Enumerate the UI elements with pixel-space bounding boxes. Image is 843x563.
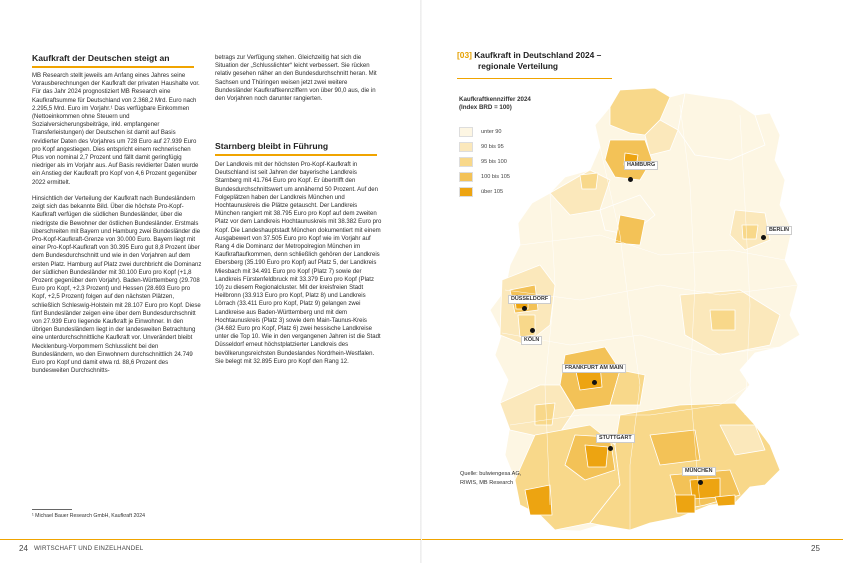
figure-rule xyxy=(457,78,612,79)
legend-label: 100 bis 105 xyxy=(481,174,510,180)
figure-title-line1: Kaufkraft in Deutschland 2024 – xyxy=(474,50,602,60)
figure-title xyxy=(457,50,601,72)
city-label-duesseldorf: DÜSSELDORF xyxy=(508,295,551,304)
legend-swatch xyxy=(459,187,473,197)
city-label-muenchen: MÜNCHEN xyxy=(682,467,716,476)
footer-rule-right xyxy=(422,539,843,540)
figure-title-line2: regionale Verteilung xyxy=(478,61,559,71)
koeln-marker-icon xyxy=(530,328,535,333)
muenchen-marker-icon xyxy=(698,480,703,485)
source-line2: RIWIS, MB Research xyxy=(460,479,514,486)
section-heading: Kaufkraft der Deutschen steigt an xyxy=(32,53,170,63)
text-column-1 xyxy=(32,72,202,384)
heading-rule xyxy=(32,66,194,68)
frankfurt-marker-icon xyxy=(592,380,597,385)
germany-map xyxy=(480,85,815,545)
section-heading-2: Starnberg bleibt in Führung xyxy=(215,141,329,151)
page-number-left: 24 xyxy=(19,544,28,553)
city-label-frankfurt: FRANKFURT AM MAIN xyxy=(562,364,626,373)
city-label-berlin: BERLIN xyxy=(766,226,792,235)
book-gutter xyxy=(420,0,422,563)
text-column-2-body xyxy=(215,161,383,374)
figure-number: [03] xyxy=(457,50,472,60)
running-title: WIRTSCHAFT UND EINZELHANDEL xyxy=(34,545,144,552)
legend-swatch xyxy=(459,172,473,182)
legend-title-line2: (Index BRD = 100) xyxy=(459,104,512,111)
figure-source xyxy=(460,470,521,487)
legend-item xyxy=(459,142,539,154)
footnote-rule xyxy=(32,509,72,510)
footnote: ¹ Michael Bauer Research GmbH, Kaufkraft 2024 xyxy=(32,513,146,519)
legend-title-line1: Kaufkraftkennziffer 2024 xyxy=(459,96,531,103)
legend-item xyxy=(459,157,539,169)
footer-rule-left xyxy=(0,539,421,540)
heading-rule-2 xyxy=(215,154,377,156)
legend-label: 90 bis 95 xyxy=(481,144,504,150)
legend-item xyxy=(459,172,539,184)
paragraph: Hinsichtlich der Verteilung der Kaufkraft nach Bundesländern zeigt sich das bekannte Bild. Über die höchste Pro-Kopf-Kaufkraft verfügen die südlichen Bundesländer, über die niedrigste die Bewohner der östlichen Bundesländer. Erstmals überschreiten mit Bayern und Hamburg zwei Bundesländer die Pro-Kopf-Kaufkraft-Grenze von 30.000 Euro. Bayern liegt mit einer Pro-Kopf-Kaufkraft von 30.395 Euro gut 8,8 Prozent über dem Bundesdurchschnitt und wie in den Vorjahren auf dem ersten Platz. Hamburg auf Platz zwei durchbricht die Dominanz der südlichen Bundesländer mit 30.100 Euro pro Kopf (+1,8 Prozent gegenüber dem Vorjahr). Baden-Württemberg (29.708 Euro pro Kopf, +2,3 Prozent) und Hessen (28.693 Euro pro Kopf, +2,5 Prozent) folgen auf den nächsten Plätzen, schließlich Schleswig-Holstein mit 28.107 Euro pro Kopf. Diese fünf Bundesländer zeigen eine über dem Bundesdurchschnitt von 27.939 Euro liegende Kaufkraft je Einwohner. In den übrigen Bundesländern liegt in der landesweiten Betrachtung eine unterdurchschnittliche Kaufkraft vor. Unverändert bleibt Mecklenburg-Vorpommern Schlusslicht bei den Bundesländern, wo den Einwohnern durchschnittlich 24.749 Euro pro Kopf und damit etwa rd. 88,6 Prozent des bundesweiten Durchschnitts- xyxy=(32,196,202,375)
paragraph: Der Landkreis mit der höchsten Pro-Kopf-Kaufkraft in Deutschland ist seit Jahren der bayerische Landkreis Starnberg mit 41.764 Euro pro Kopf. Er übertrifft den Bundesdurchschnittswert um annähernd 50 Prozent. Auf den Folgeplätzen haben der Landkreis München und Hochtaunuskreis die Plätze getauscht. Der Landkreis München rangiert mit 38.795 Euro pro Kopf auf dem zweiten Platz vor dem Landkreis Hochtaunuskreis mit 38.382 Euro pro Kopf. Die Landeshauptstadt München dokumentiert mit einem Ausgabewert von 37.505 Euro pro Kopf wie im Vorjahr auf Rang 4 die Dominanz der Metropolregion München im Kaufkraftaufkommen, denn schließlich gehören der Landkreis Ebersberg (35.190 Euro pro Kopf) auf Platz 5, der Landkreis Miesbach mit 34.491 Euro pro Kopf (Platz 7) sowie der Landkreis Fürstenfeldbruck mit 33.379 Euro pro Kopf (Platz 10) zu diesem Regionalcluster. Mit der kreisfreien Stadt Heilbronn (33.913 Euro pro Kopf, Platz 8) und Landkreis Lörrach (33.411 Euro pro Kopf, Platz 9) gelangen zwei Landkreise aus Baden-Württemberg und mit dem Hochtaunuskreis (Platz 3) sowie dem Main-Taunus-Kreis (34.682 Euro pro Kopf, Platz 6) zwei hessische Landkreise unter die Top 10. Wie in den vergangenen Jahren ist die Stadt Düsseldorf erneut höchstplatzierter Landkreis des bevölkerungsreichsten Bundeslandes Nordrhein-Westfalen. Sie belegt mit 32.895 Euro pro Kopf den Rang 12. xyxy=(215,162,382,365)
source-line1: Quelle: bulwiengesa AG, xyxy=(460,471,522,477)
city-label-hamburg: HAMBURG xyxy=(624,161,658,170)
paragraph: MB Research stellt jeweils am Anfang eines Jahres seine Vorausberechnungen der Kaufkraft der privaten Haushalte vor. Für das Jahr 2024 prognostiziert MB Research eine Kaufkraftsumme für Deutschland von 2.368,2 Mrd. Euro nach 2.295,5 Mrd. Euro im Vorjahr.¹ Das verfügbare Einkommen (Nettoeinkommen ohne Steuern und Sozialversicherungsbeiträge, inkl. empfangener Transferleistungen) der Deutschen ist damit auf Basis revidierter Daten des Vorjahres um 728 Euro auf 27.939 Euro pro Kopf angestiegen. Dies entspricht einem rechnerischen Plus von nominal 2,7 Prozent und fällt damit geringfügig niedriger als im Vorjahr aus. Auf Basis revidierter Daten wurde ein Anstieg der Kaufkraft pro Kopf von 4,6 Prozent gegenüber 2022 ermittelt. xyxy=(32,73,200,186)
legend-item xyxy=(459,127,539,139)
legend-label: unter 90 xyxy=(481,129,502,135)
legend-label: 95 bis 100 xyxy=(481,159,507,165)
city-label-stuttgart: STUTTGART xyxy=(596,434,635,443)
berlin-marker-icon xyxy=(761,235,766,240)
legend-label: über 105 xyxy=(481,189,504,195)
city-label-koeln: KÖLN xyxy=(521,336,542,345)
hamburg-marker-icon xyxy=(628,177,633,182)
paragraph: betrags zur Verfügung stehen. Gleichzeitig hat sich die Situation der „Schlusslichter“ leicht verbessert. Sie rücken relativ gesehen näher an den Bundesdurchschnitt heran. Mit Sachsen und Thüringen weisen jetzt zwei weitere Bundesländer Kaufkraftkennziffern von über 90,0 aus, die in den Vorjahren noch darunter rangierten. xyxy=(215,55,377,103)
page-number-right: 25 xyxy=(811,544,820,553)
text-column-2 xyxy=(215,54,383,111)
legend-title xyxy=(459,96,531,112)
legend-swatch xyxy=(459,127,473,137)
duesseldorf-marker-icon xyxy=(522,306,527,311)
legend-swatch xyxy=(459,142,473,152)
stuttgart-marker-icon xyxy=(608,446,613,451)
legend-swatch xyxy=(459,157,473,167)
legend-item xyxy=(459,187,539,199)
